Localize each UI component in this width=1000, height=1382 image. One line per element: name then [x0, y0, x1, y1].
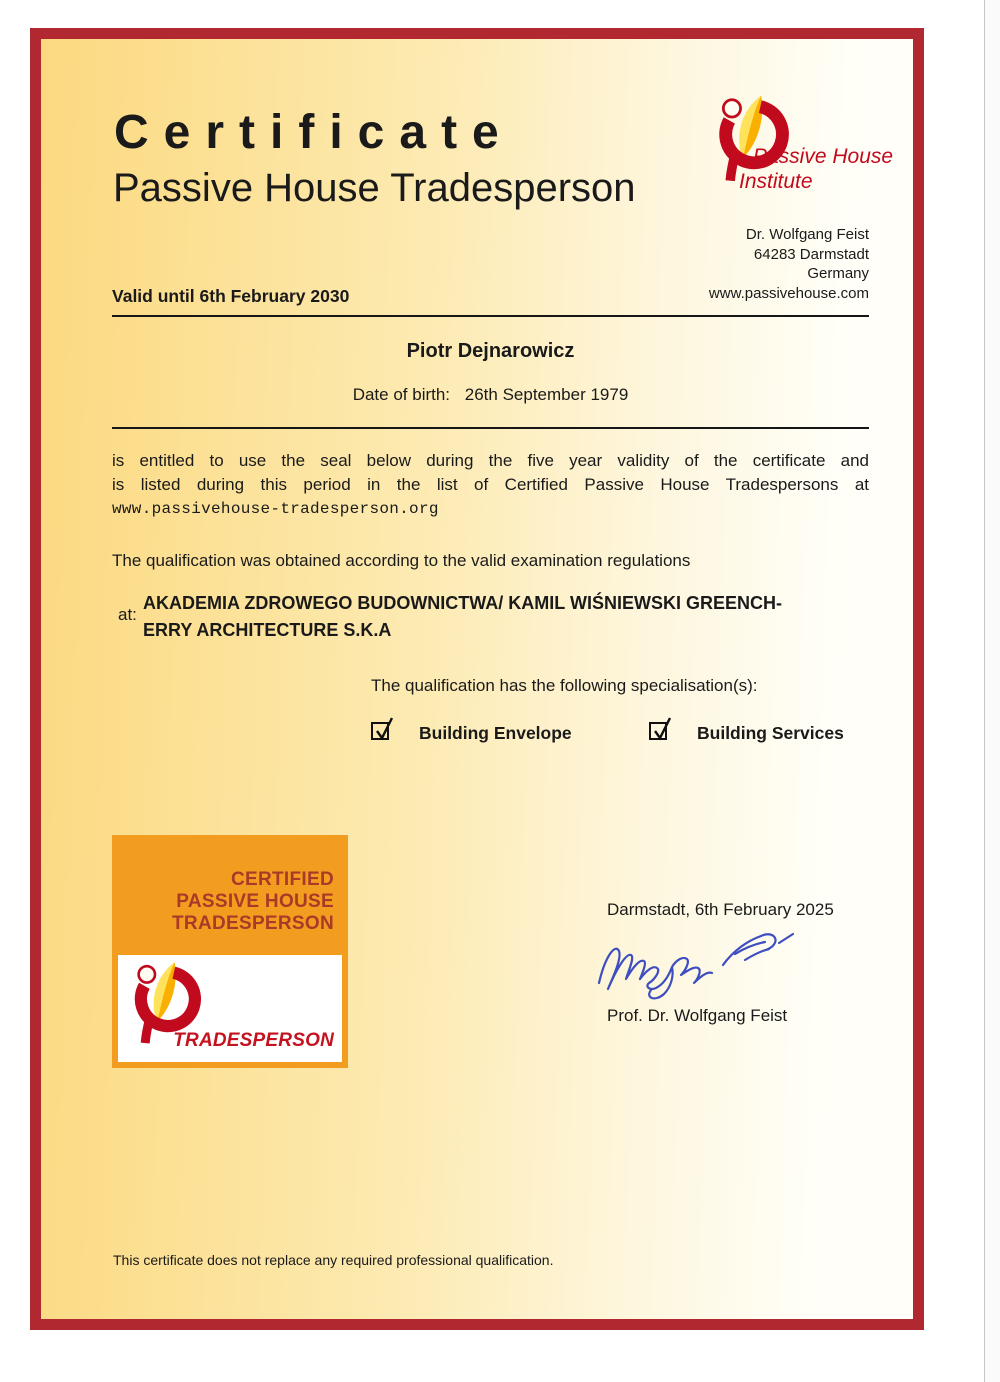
viewer-page-edge	[984, 0, 985, 1382]
certified-tradesperson-seal	[112, 835, 348, 1068]
divider-rule-bottom	[112, 427, 869, 429]
entitlement-line2: is listed during this period in the list of Certified Passive House Tradespersons at	[112, 475, 869, 494]
certificate-frame	[30, 28, 924, 1330]
validity-note: Valid until 6th February 2030	[112, 286, 350, 306]
contact-line: Germany	[807, 265, 869, 282]
logo-wordmark-line1: Passive House	[753, 145, 894, 168]
seal-line3: TRADESPERSON	[172, 913, 334, 934]
specialisation-label-services: Building Services	[697, 723, 844, 743]
institution-line1: AKADEMIA ZDROWEGO BUDOWNICTWA/ KAMIL WIŚNIEWSKI GREENCH-	[143, 593, 782, 613]
seal-line2: PASSIVE HOUSE	[176, 891, 334, 912]
seal-caption	[172, 869, 334, 935]
seal-tradesperson-label: TRADESPERSON	[173, 1030, 334, 1051]
place-date-text: Darmstadt, 6th February 2025	[607, 900, 834, 919]
divider-rule-top	[112, 315, 869, 317]
seal-line1: CERTIFIED	[231, 869, 334, 890]
dob-label: Date of birth:	[352, 385, 451, 404]
institution-line2: ERRY ARCHITECTURE S.K.A	[143, 620, 392, 640]
certificate-title: Certificate	[114, 106, 514, 159]
tradesperson-register-link[interactable]: www.passivehouse-tradesperson.org	[112, 500, 439, 518]
obtained-regulations-text: The qualification was obtained according to the valid examination regulations	[112, 551, 691, 570]
specialisation-intro: The qualification has the following specialisation(s):	[371, 676, 758, 695]
issuer-website-link[interactable]: www.passivehouse.com	[708, 284, 869, 302]
entitlement-line1: is entitled to use the seal below during the five year validity of the certificate and	[112, 451, 869, 470]
at-label: at:	[118, 605, 137, 624]
checkbox-building-envelope	[371, 722, 389, 740]
date-of-birth-row	[112, 385, 869, 405]
issuer-contact-block	[541, 225, 869, 303]
footnote-text: This certificate does not replace any required professional qualification.	[113, 1252, 554, 1268]
logo-wordmark-line2: Institute	[739, 170, 813, 193]
signature-image	[593, 921, 813, 1006]
signer-name: Prof. Dr. Wolfgang Feist	[607, 1006, 788, 1025]
seal-logo-panel	[118, 955, 342, 1062]
viewer-page-margin	[985, 0, 1000, 1382]
checkbox-building-services	[649, 722, 667, 740]
dob-value: 26th September 1979	[464, 385, 629, 404]
contact-line: 64283 Darmstadt	[753, 245, 869, 263]
holder-name: Piotr Dejnarowicz	[406, 340, 575, 362]
institution-name	[143, 590, 913, 644]
specialisation-label-envelope: Building Envelope	[419, 723, 572, 743]
contact-line: Dr. Wolfgang Feist	[745, 226, 869, 243]
checkmark-icon	[651, 715, 673, 741]
checkmark-icon	[373, 715, 395, 741]
certificate-subtitle: Passive House Tradesperson	[113, 166, 636, 210]
